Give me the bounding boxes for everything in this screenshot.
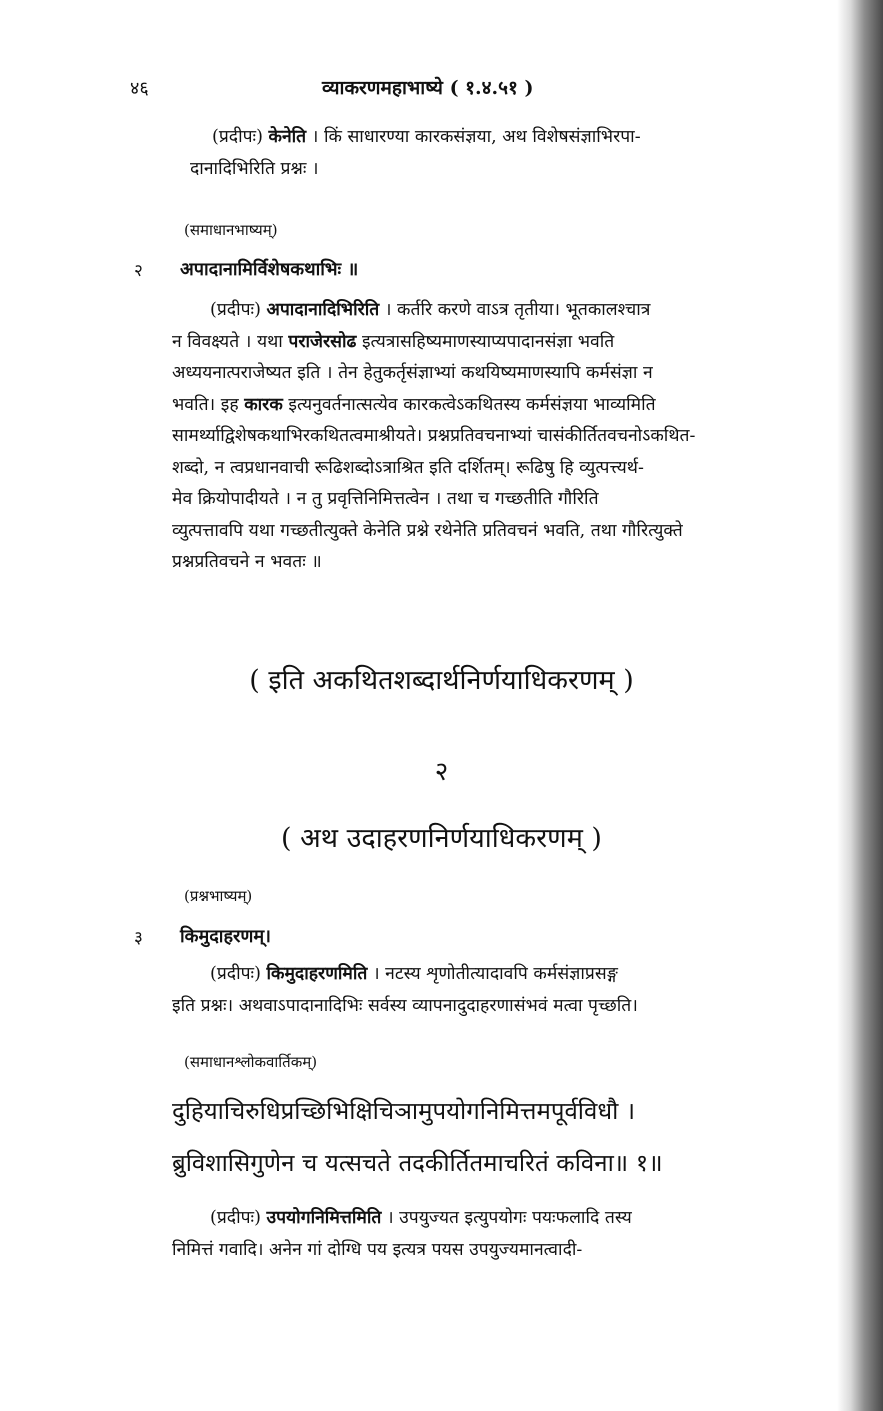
adhikarana-start-heading: ( अथ उदाहरणनिर्णयाधिकरणम् ) (281, 823, 602, 854)
pradipa-text: भवति। इह (172, 394, 239, 415)
pradipa-text: सामर्थ्याद्विशेषकथाभिरकथितत्वमाश्रीयते। प्रश्नप्रतिवचनाभ्यां चासंकीर्तितवचनोऽकथित- (172, 426, 696, 446)
section-heading: (समाधानश्लोकवार्तिकम्) (184, 1053, 318, 1071)
section-number: २ (434, 757, 449, 787)
pradipa-keyword: उपयोगनिमित्तमिति (266, 1208, 382, 1228)
pradipa-block-2 (172, 295, 832, 579)
pradipa-keyword: पराजेरसोढ (288, 331, 357, 352)
running-title: व्याकरणमहाभाष्ये ( १.४.५१ ) (322, 77, 534, 99)
verse-line-1: दुहियाचिरुधिप्रच्छिभिक्षिचिञामुपयोगनिमित्तमपूर्वविधौ । (172, 1097, 636, 1125)
sutra-number: ३ (134, 928, 143, 948)
pradipa-block-1 (190, 122, 830, 185)
pradipa-label: (प्रदीपः) (212, 127, 263, 147)
pradipa-text: व्युत्पत्तावपि यथा गच्छतीत्युक्ते केनेति प्रश्ने रथेनेति प्रतिवचनं भवति, तथा गौरित्युक्ते (172, 520, 683, 541)
pradipa-keyword: कारक (244, 394, 283, 415)
pradipa-label: (प्रदीपः) (210, 964, 261, 984)
pradipa-text: न विवक्ष्यते । यथा (172, 331, 283, 352)
pradipa-text: इति प्रश्नः। अथवाऽपादानादिभिः सर्वस्य व्यापनादुदाहरणासंभवं मत्वा पृच्छति। (172, 995, 638, 1016)
section-heading: (प्रश्नभाष्यम्) (184, 887, 253, 905)
section-heading: (समाधानभाष्यम्) (184, 221, 278, 239)
adhikarana-end-heading: ( इति अकथितशब्दार्थनिर्णयाधिकरणम् ) (249, 665, 634, 696)
pradipa-text: शब्दो, न त्वप्रधानवाची रूढिशब्दोऽत्राश्रित इति दर्शितम्। रूढिषु हि व्युत्पत्त्यर्थ- (172, 457, 644, 478)
pradipa-text: निमित्तं गवादि। अनेन गां दोग्धि पय इत्यत्र पयस उपयुज्यमानत्वादी- (172, 1239, 583, 1260)
pradipa-block-3 (172, 959, 832, 1022)
pradipa-text: दानादिभिरिति प्रश्नः । (190, 158, 319, 179)
pradipa-block-4 (172, 1203, 832, 1266)
page-scan-edge (837, 0, 883, 1411)
pradipa-text: अध्ययनात्पराजेष्यत इति । तेन हेतुकर्तृसंज्ञाभ्यां कथयिष्यमाणस्यापि कर्मसंज्ञा न (172, 363, 653, 383)
pradipa-text: । किं साधारण्या कारकसंज्ञया, अथ विशेषसंज्ञाभिरपा- (311, 127, 641, 147)
pradipa-keyword: किमुदाहरणमिति (266, 964, 368, 984)
pradipa-keyword: केनेति (268, 127, 307, 147)
pradipa-text: । नटस्य शृणोतीत्यादावपि कर्मसंज्ञाप्रसङ्ग (372, 964, 618, 984)
pradipa-text: । कर्तरि करणे वाऽत्र तृतीया। भूतकालश्चात्र (384, 300, 651, 320)
pradipa-keyword: अपादानादिभिरिति (266, 300, 380, 320)
pradipa-text: प्रश्नप्रतिवचने न भवतः ॥ (172, 552, 322, 572)
verse-line-2: ब्रुविशासिगुणेन च यत्सचते तदकीर्तितमाचरितं कविना॥ १॥ (172, 1149, 663, 1177)
pradipa-text: । उपयुज्यत इत्युपयोगः पयःफलादि तस्य (386, 1208, 632, 1228)
pradipa-text: मेव क्रियोपादीयते । न तु प्रवृत्तिनिमित्तत्वेन । तथा च गच्छतीति गौरिति (172, 489, 599, 509)
pradipa-text: इत्यत्रासहिष्यमाणस्याप्यपादानसंज्ञा भवति (361, 331, 615, 352)
sutra-text: अपादानामिर्विशेषकथाभिः ॥ (180, 259, 359, 280)
page-number: ४६ (130, 78, 149, 99)
pradipa-label: (प्रदीपः) (210, 1208, 261, 1228)
pradipa-label: (प्रदीपः) (210, 300, 261, 320)
sutra-text: किमुदाहरणम्। (180, 926, 271, 947)
sutra-number: २ (134, 261, 143, 281)
pradipa-text: इत्यनुवर्तनात्सत्येव कारकत्वेऽकथितस्य कर्मसंज्ञया भाव्यमिति (288, 394, 656, 415)
